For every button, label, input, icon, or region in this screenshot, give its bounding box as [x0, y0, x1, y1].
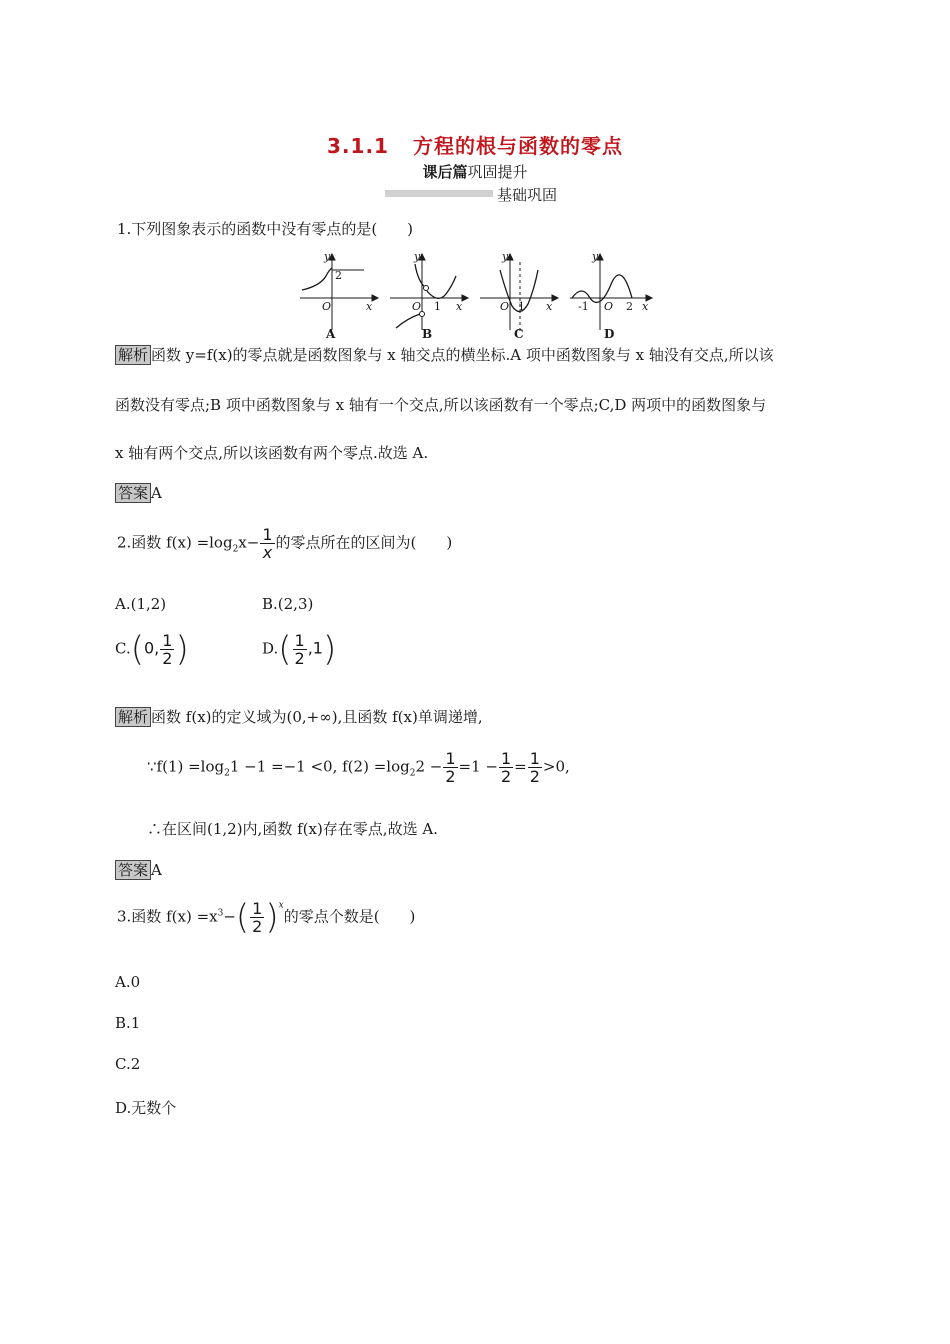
- q3-stem-post: 的零点个数是( ): [283, 907, 416, 926]
- q1-stem: 1.下列图象表示的函数中没有零点的是( ): [117, 220, 414, 238]
- denominator: 2: [162, 649, 173, 668]
- paren-left: (: [235, 897, 250, 938]
- line2-fraction-2: [499, 750, 513, 785]
- q1-analysis-line-2: 函数没有零点;B 项中函数图象与 x 轴有一个交点,所以该函数有一个零点;C,D 两项中的函数图象与: [115, 396, 767, 414]
- graph-b-x: x: [456, 300, 463, 313]
- graph-b-label: B: [422, 327, 433, 341]
- q1-analysis-line-1: [115, 344, 774, 365]
- line2-sub2: 2: [409, 768, 416, 779]
- q2-option-b: B.(2,3): [262, 595, 314, 613]
- denominator: 2: [252, 917, 263, 936]
- q2-analysis-line-1: [115, 706, 483, 727]
- option-c-label: C.: [115, 639, 131, 658]
- graph-c-label: C: [514, 327, 524, 341]
- numerator: 1: [529, 749, 540, 768]
- graph-a-tick: 2: [335, 269, 342, 282]
- q3-option-d: D.无数个: [115, 1099, 177, 1117]
- q3-option-b: B.1: [115, 1014, 141, 1032]
- q2-answer: [115, 860, 162, 880]
- line2-e: =: [514, 757, 527, 776]
- analysis-text: 函数 f(x)的定义域为(0,+∞),且函数 f(x)单调递增,: [151, 708, 483, 726]
- q1-analysis-line-3: x 轴有两个交点,所以该函数有两个零点.故选 A.: [115, 444, 429, 462]
- q3-stem-minus: −: [223, 907, 236, 926]
- q2-option-d: [262, 629, 337, 670]
- q3-option-c: C.2: [115, 1055, 141, 1073]
- graph-c-origin: O: [500, 300, 510, 313]
- graph-d-x: x: [642, 300, 649, 313]
- graph-c-tick: 1: [518, 300, 525, 313]
- graph-d-y: y: [592, 250, 599, 263]
- graph-a-label: A: [326, 327, 336, 341]
- graph-a-y: y: [324, 250, 331, 263]
- section-number: 3.1.1: [327, 134, 389, 158]
- option-c-first: 0,: [143, 638, 160, 658]
- paren-right: ): [265, 897, 279, 938]
- numerator: 1: [162, 631, 173, 650]
- denominator: 2: [445, 767, 456, 786]
- q3-option-a: A.0: [115, 973, 141, 991]
- graph-d-origin: O: [604, 300, 614, 313]
- graph-d-tick-pos: 2: [626, 300, 633, 313]
- q2-analysis-line-3: ∴在区间(1,2)内,函数 f(x)存在零点,故选 A.: [147, 820, 438, 838]
- graph-a-x: x: [366, 300, 373, 313]
- numerator: 1: [500, 749, 512, 768]
- option-d-last: ,1: [307, 638, 323, 658]
- line2-sub1: 2: [224, 768, 230, 779]
- graph-c-x: x: [546, 300, 553, 313]
- numerator: 1: [294, 631, 305, 650]
- subtitle-rest: 巩固提升: [467, 163, 528, 181]
- graph-a-origin: O: [322, 300, 332, 313]
- graph-c-y: y: [502, 250, 509, 263]
- option-d-label: D.: [262, 639, 279, 658]
- q2-option-c: [115, 629, 189, 670]
- denominator: x: [262, 543, 273, 562]
- numerator: 1: [262, 525, 273, 544]
- line2-a: ∵f(1) =log: [147, 757, 225, 776]
- line2-b: 1 −1 =−1 <0, f(2) =log: [229, 757, 410, 776]
- graph-d-label: D: [604, 327, 615, 341]
- graph-d-tick-neg: -1: [578, 300, 589, 313]
- paren-right: ): [175, 629, 189, 670]
- q2-analysis-line-2: [147, 750, 570, 785]
- q3-stem-pre: 3.函数 f(x) =x: [117, 907, 218, 926]
- line2-fraction-1: [443, 750, 457, 785]
- analysis-text: 函数 y=f(x)的零点就是函数图象与 x 轴交点的横坐标.A 项中函数图象与 x 轴没有交点,所以该: [151, 346, 774, 364]
- line2-c: 2 −: [415, 757, 443, 776]
- paren-left: (: [278, 629, 292, 670]
- answer-value: A: [151, 484, 162, 502]
- q3-stem-sup: 3: [217, 908, 224, 919]
- denominator: 2: [294, 649, 305, 668]
- page-title: [0, 130, 950, 159]
- q3-power: x: [278, 900, 284, 911]
- denominator: 2: [500, 767, 512, 786]
- answer-tag: 答案: [115, 860, 151, 880]
- title-text: 方程的根与函数的零点: [412, 134, 623, 158]
- q2-stem: [117, 526, 452, 561]
- q2-stem-mid: x−: [238, 533, 260, 552]
- subtitle: [0, 161, 950, 182]
- section-label: 基础巩固: [497, 186, 558, 204]
- q2-stem-post: 的零点所在的区间为( ): [275, 533, 453, 552]
- paren-right: ): [322, 629, 337, 670]
- q2-option-a: A.(1,2): [115, 595, 167, 613]
- subtitle-bold: 课后篇: [422, 163, 468, 181]
- option-d-fraction: [293, 632, 307, 667]
- q3-stem: [117, 897, 416, 938]
- numerator: 1: [252, 899, 263, 918]
- q1-answer: [115, 483, 162, 503]
- line2-f: >0,: [542, 757, 570, 776]
- q2-stem-fraction: [260, 526, 274, 561]
- q2-stem-pre: 2.函数 f(x) =log: [117, 533, 233, 552]
- line2-fraction-3: [528, 750, 542, 785]
- section-bar: [385, 190, 493, 197]
- graph-b-tick: 1: [434, 300, 441, 313]
- option-c-fraction: [160, 632, 174, 667]
- answer-tag: 答案: [115, 483, 151, 503]
- analysis-tag: 解析: [115, 345, 151, 365]
- graph-b-origin: O: [412, 300, 422, 313]
- analysis-tag: 解析: [115, 707, 151, 727]
- line2-d: =1 −: [458, 757, 498, 776]
- answer-value: A: [151, 861, 162, 879]
- q1-graphs-figure: [296, 248, 661, 344]
- numerator: 1: [445, 749, 456, 768]
- paren-left: (: [130, 629, 144, 670]
- q3-fraction: [250, 900, 264, 935]
- denominator: 2: [529, 767, 540, 786]
- graph-b-y: y: [414, 250, 421, 263]
- q2-stem-sub: 2: [232, 544, 239, 555]
